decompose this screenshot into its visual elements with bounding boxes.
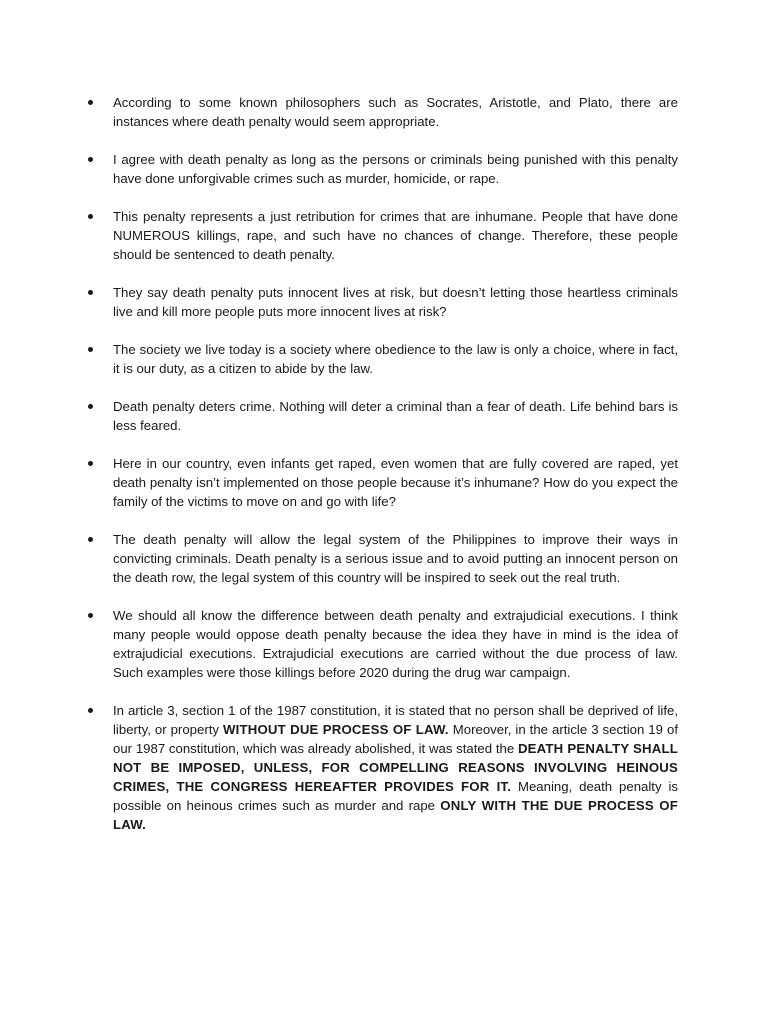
paragraph-text: Death penalty deters crime. Nothing will deter a criminal than a fear of death. Life behind bars is less feared. <box>113 399 678 433</box>
list-item <box>86 606 678 682</box>
list-item <box>86 397 678 435</box>
text-segment: In article 3, section 1 of the 1987 constitution, it is stated that no person shall be deprived of life, liberty, or property <box>113 703 678 737</box>
list-item <box>86 340 678 378</box>
paragraph-text: They say death penalty puts innocent lives at risk, but doesn’t letting those heartless criminals live and kill more people puts more innocent lives at risk? <box>113 285 678 319</box>
list-item-constitution <box>86 701 678 834</box>
bold-text-segment: WITHOUT DUE PROCESS OF LAW. <box>222 722 449 737</box>
paragraph-text: I agree with death penalty as long as the persons or criminals being punished with this penalty have done unforgivable crimes such as murder, homicide, or rape. <box>113 152 678 186</box>
paragraph-text: The society we live today is a society where obedience to the law is only a choice, where in fact, it is our duty, as a citizen to abide by the law. <box>113 342 678 376</box>
list-item <box>86 530 678 587</box>
paragraph-text <box>113 703 678 832</box>
bullet-icon <box>88 100 93 105</box>
paragraph-text: The death penalty will allow the legal system of the Philippines to improve their ways in convicting criminals. Death penalty is a serious issue and to avoid putting an innocent person on the death row, the legal system of this country will be inspired to seek out the real truth. <box>113 532 678 585</box>
text-segment: Meaning, death penalty is possible on heinous crimes such as murder and rape <box>113 779 678 813</box>
bullet-icon <box>88 157 93 162</box>
list-item <box>86 150 678 188</box>
bullet-icon <box>88 404 93 409</box>
bullet-icon <box>88 290 93 295</box>
bold-text-segment: DEATH PENALTY SHALL NOT BE IMPOSED, UNLESS, FOR COMPELLING REASONS INVOLVING HEINOUS CRIMES, THE CONGRESS HEREAFTER PROVIDES FOR IT. <box>113 741 678 794</box>
bullet-icon <box>88 613 93 618</box>
bold-text-segment: ONLY WITH THE DUE PROCESS OF LAW. <box>113 798 678 832</box>
bullet-icon <box>88 214 93 219</box>
list-item <box>86 454 678 511</box>
list-item <box>86 283 678 321</box>
bullet-list <box>86 93 678 853</box>
paragraph-text: Here in our country, even infants get raped, even women that are fully covered are raped, yet death penalty isn’t implemented on those people because it’s inhumane? How do you expect the family of the victims to move on and go with life? <box>113 456 678 509</box>
list-item <box>86 93 678 131</box>
paragraph-text: This penalty represents a just retribution for crimes that are inhumane. People that have done NUMEROUS killings, rape, and such have no chances of change. Therefore, these people should be sentenced to death penalty. <box>113 209 678 262</box>
list-item <box>86 207 678 264</box>
bullet-icon <box>88 461 93 466</box>
bullet-icon <box>88 347 93 352</box>
bullet-icon <box>88 537 93 542</box>
text-segment: Moreover, in the article 3 section 19 of our 1987 constitution, which was already abolished, it was stated the <box>113 722 678 756</box>
paragraph-text: According to some known philosophers such as Socrates, Aristotle, and Plato, there are instances where death penalty would seem appropriate. <box>113 95 678 129</box>
bullet-icon <box>88 708 93 713</box>
paragraph-text: We should all know the difference between death penalty and extrajudicial executions. I think many people would oppose death penalty because the idea they have in mind is the idea of extrajudicial executions. Extrajudicial executions are carried without the due process of law. Such examples were those killings before 2020 during the drug war campaign. <box>113 608 678 680</box>
